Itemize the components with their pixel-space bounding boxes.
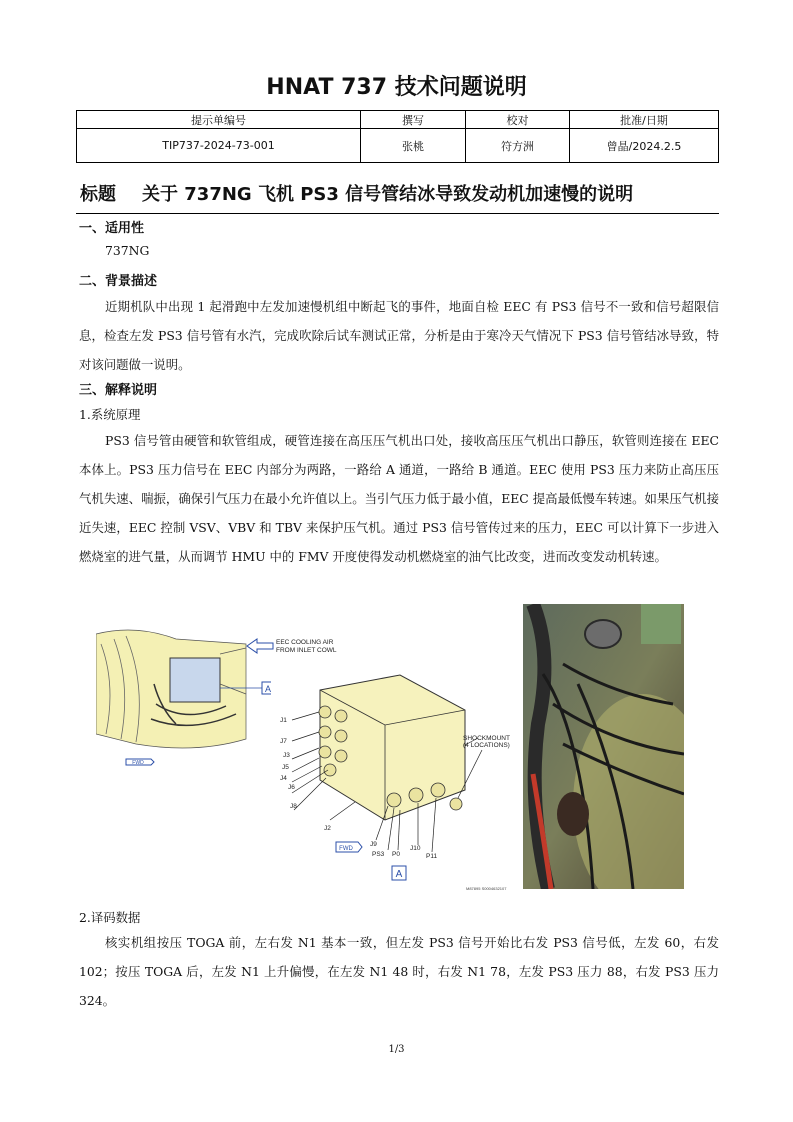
label-j9: J9: [370, 841, 377, 848]
meta-header-tip-number: 提示单编号: [77, 111, 361, 129]
callout-a-large: A: [395, 869, 403, 880]
meta-value-approval: 曾晶/2024.2.5: [570, 129, 719, 163]
section-heading-background: 二、背景描述: [79, 274, 158, 289]
document-title: HNAT 737 技术问题说明: [266, 75, 527, 100]
label-p11: P11: [426, 853, 438, 860]
meta-value-tip-number: TIP737-2024-73-001: [77, 129, 361, 163]
applicability-text: 737NG: [105, 243, 150, 258]
decoded-data-paragraph: 核实机组按压 TOGA 前，左右发 N1 基本一致，但左发 PS3 信号开始比右发 PS3 信号低，左发 60，右发 102；按压 TOGA 后，左发 N1 上升偏慢，在左发 N1 48 时，右发 N1 78，左发 PS3 压力 88，右发 PS3 压力 324。: [79, 935, 719, 1008]
subject-label: 标题: [80, 184, 116, 205]
shockmount-label-2: (4 LOCATIONS): [463, 742, 510, 749]
label-j7: J7: [280, 738, 287, 745]
figure-ref-code: M87895 S0004632107: [466, 886, 507, 891]
label-j3: J3: [283, 752, 290, 759]
cooling-air-line-1: EEC COOLING AIR: [276, 639, 334, 646]
section-heading-applicability: 一、适用性: [79, 221, 145, 236]
shockmount-label-1: SHOCKMOUNT: [463, 735, 510, 742]
subsection-title-decoded-data: 2.译码数据: [79, 910, 141, 925]
subject-line: [80, 180, 720, 206]
meta-value-proofreader: 符方洲: [466, 129, 570, 163]
meta-value-row: [77, 129, 719, 163]
label-j8: J8: [290, 803, 297, 810]
section-heading-explanation: 三、解释说明: [79, 383, 158, 398]
meta-header-proofreader: 校对: [466, 111, 570, 129]
subject-text: 关于 737NG 飞机 PS3 信号管结冰导致发动机加速慢的说明: [142, 184, 634, 205]
meta-header-row: [77, 111, 719, 129]
label-p0: P0: [392, 851, 400, 858]
meta-header-author: 撰写: [361, 111, 466, 129]
fwd-arrow-label-1: FWD: [132, 760, 144, 766]
callout-a-small: A: [264, 684, 271, 694]
page-number: 1/3: [388, 1044, 405, 1055]
eec-connector-diagram: [270, 670, 520, 895]
label-j6: J6: [288, 784, 295, 791]
background-paragraph: 近期机队中出现 1 起滑跑中左发加速慢机组中断起飞的事件，地面自检 EEC 有 PS3 信号不一致和信号超限信息，检查左发 PS3 信号管有水汽，完成吹除后试车测试正常，分析是由于寒冷天气情况下 PS3 信号管结冰导致，特对该问题做一说明。: [79, 299, 719, 372]
meta-value-author: 张桃: [361, 129, 466, 163]
principle-paragraph: PS3 信号管由硬管和软管组成，硬管连接在高压压气机出口处，接收高压压气机出口静压，软管则连接在 EEC 本体上。PS3 压力信号在 EEC 内部分为两路，一路给 A 通道，一路给 B 通道。EEC 使用 PS3 压力来防止高压压气机失速、喘振，确保引气压力在最小允许值以上。当引气压力低于最小值，EEC 提高最低慢车转速。如果压气机接近失速，EEC 控制 VSV、VBV 和 TBV 来保护压气机。通过 PS3 信号管传过来的压力，EEC 可以计算下一步进入燃烧室的进气量，从而调节 HMU 中的 FMV 开度使得发动机燃烧室的油气比改变，进而改变发动机转速。: [79, 433, 719, 564]
subject-divider: [76, 213, 719, 214]
label-j5: J5: [282, 764, 289, 771]
label-j10: J10: [410, 845, 421, 852]
meta-table: [76, 110, 719, 163]
label-j1: J1: [280, 717, 287, 724]
label-j4: J4: [280, 775, 287, 782]
engine-photo: [523, 604, 684, 889]
cooling-air-label: [245, 636, 355, 660]
cooling-air-line-2: FROM INLET COWL: [276, 647, 337, 654]
subsection-title-principle: 1.系统原理: [79, 407, 141, 422]
label-ps3: PS3: [372, 851, 385, 858]
meta-header-approval: 批准/日期: [570, 111, 719, 129]
label-j2: J2: [324, 825, 331, 832]
fwd-arrow-label-2: FWD: [339, 846, 353, 852]
